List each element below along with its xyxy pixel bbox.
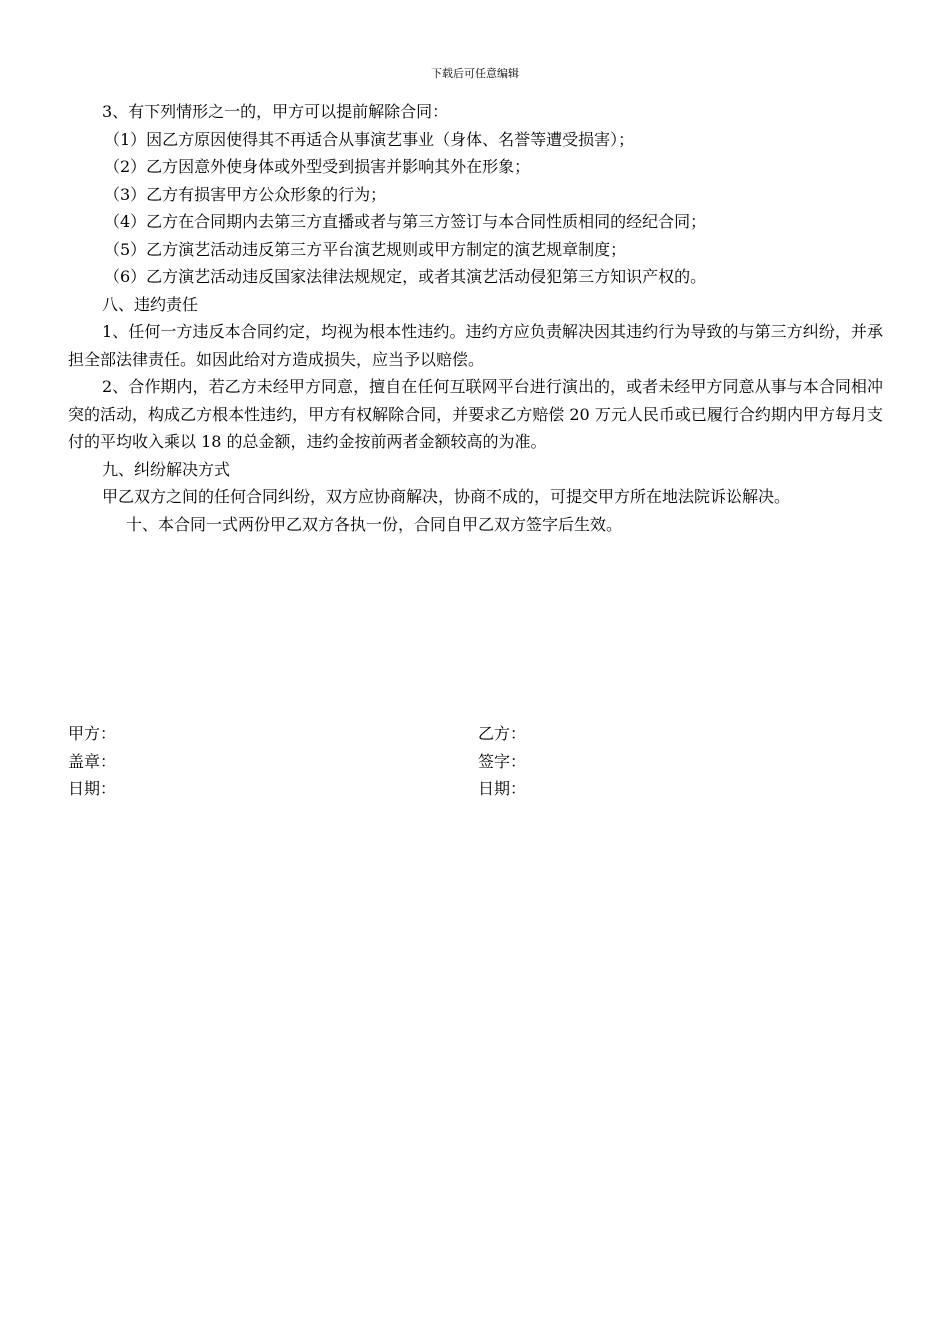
contract-body	[68, 98, 883, 538]
section-heading-dispute: 九、纠纷解决方式	[102, 459, 231, 479]
paragraph-liability-2: 2、合作期内，若乙方未经甲方同意，擅自在任何互联网平台进行演出的，或者未经甲方同意从事与本合同相冲突的活动，构成乙方根本性违约，甲方有权解除合同，并要求乙方赔偿 20 万元人民币或已履行合约期内甲方每月支付的平均收入乘以 18 的总金额，违约金按前两者金额较高的为准。	[68, 377, 883, 451]
seal-label: 盖章：	[68, 751, 117, 771]
list-item-2: （2）乙方因意外使身体或外型受到损害并影响其外在形象；	[104, 157, 531, 176]
list-item-5: （5）乙方演艺活动违反第三方平台演艺规则或甲方制定的演艺规章制度；	[104, 239, 627, 259]
sign-label: 签字：	[478, 751, 527, 771]
header-note: 下载后可任意编辑	[431, 67, 519, 80]
section-heading-liability: 八、违约责任	[102, 294, 199, 314]
list-item-6: （6）乙方演艺活动违反国家法律法规规定，或者其演艺活动侵犯第三方知识产权的。	[104, 267, 707, 286]
paragraph-copies: 十、本合同一式两份甲乙双方各执一份，合同自甲乙双方签字后生效。	[126, 514, 623, 534]
paragraph-liability-1: 1、任何一方违反本合同约定，均视为根本性违约。违约方应负责解决因其违约行为导致的与第三方纠纷，并承担全部法律责任。如因此给对方造成损失，应当予以赔偿。	[68, 322, 883, 369]
party-b-label: 乙方：	[478, 724, 527, 743]
list-item-1: （1）因乙方原因使得其不再适合从事演艺事业（身体、名誉等遭受损害）；	[104, 129, 635, 149]
paragraph-termination-intro: 3、有下列情形之一的，甲方可以提前解除合同：	[102, 102, 449, 121]
list-item-3: （3）乙方有损害甲方公众形象的行为；	[104, 184, 387, 204]
list-item-4: （4）乙方在合同期内去第三方直播或者与第三方签订与本合同性质相同的经纪合同；	[104, 212, 707, 231]
signature-block	[68, 720, 883, 803]
signature-row-date	[68, 775, 883, 803]
paragraph-dispute: 甲乙双方之间的任何合同纠纷，双方应协商解决，协商不成的，可提交甲方所在地法院诉讼解决。	[102, 487, 791, 506]
date-a-label: 日期：	[68, 779, 117, 798]
signature-row-seal	[68, 748, 883, 776]
date-b-label: 日期：	[478, 779, 527, 798]
party-a-label: 甲方：	[68, 724, 117, 743]
signature-row-party	[68, 720, 883, 748]
